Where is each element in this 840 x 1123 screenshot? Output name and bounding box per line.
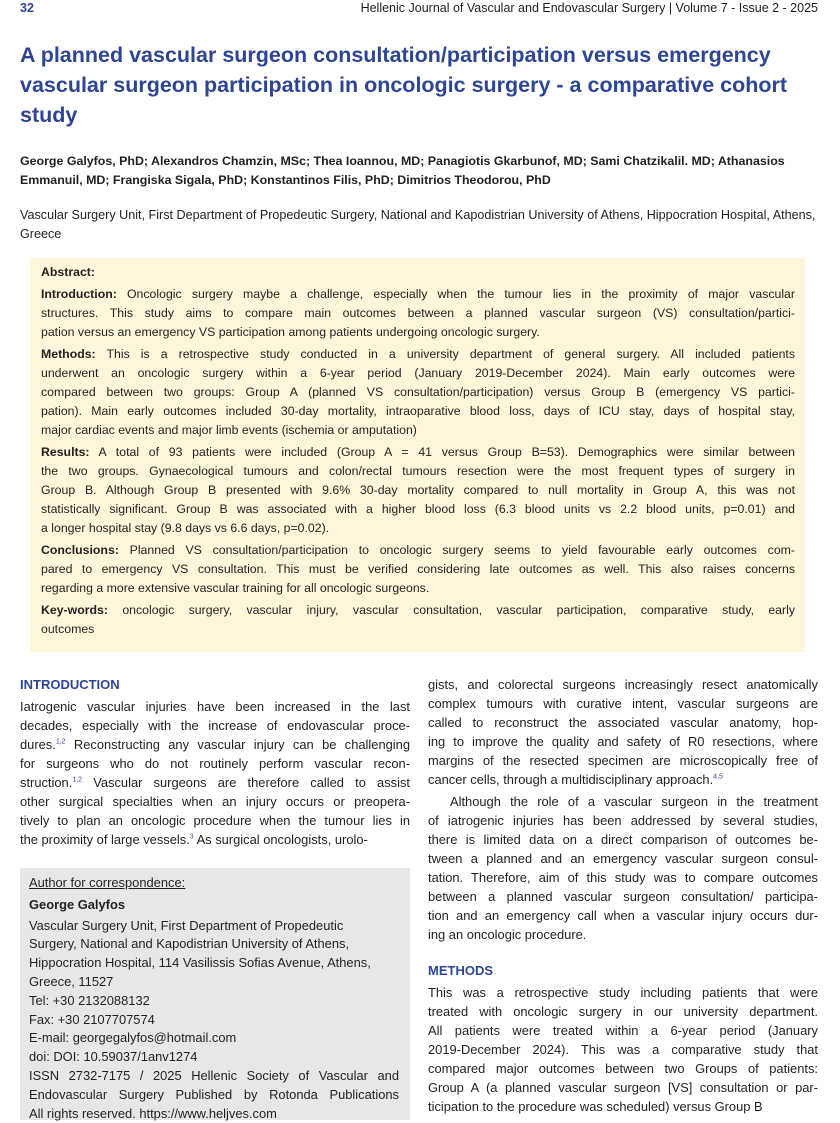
text-line bbox=[428, 830, 818, 849]
line-text: called to reconstruct the associated vascular anatomy, hop- bbox=[428, 715, 818, 730]
correspondence-line: Fax: +30 2107707574 bbox=[29, 1011, 155, 1027]
line-text: tively to plan an oncologic procedure when the tumour lies in bbox=[20, 813, 410, 828]
line-text: margins of the resected specimen are microscopically free of bbox=[428, 753, 818, 768]
text-line bbox=[41, 402, 795, 421]
line-text: Group A (a planned vascular surgeon [VS] consultation or par- bbox=[428, 1080, 818, 1095]
text-line bbox=[428, 1040, 818, 1059]
line-text: pared to emergency VS consultation. This must be verified considering late outcomes as well. This also raises concerns bbox=[41, 562, 795, 576]
text-line bbox=[20, 811, 410, 830]
text-line bbox=[428, 732, 818, 751]
line-text: Although the role of a vascular surgeon in the treatment bbox=[450, 794, 818, 809]
text-line bbox=[41, 462, 795, 481]
line-text: tween a planned and an emergency vascular surgeon consul- bbox=[428, 851, 818, 866]
line-text: other surgical specialties when an injury occurs or preopera- bbox=[20, 794, 410, 809]
correspondence-line: Surgery, National and Kapodistrian University of Athens, bbox=[29, 936, 350, 952]
article-title: A planned vascular surgeon consultation/participation versus emergency vascular surgeon participation in oncologic surgery - a comparative cohort study bbox=[20, 43, 788, 127]
citation-superscript: 4,5 bbox=[713, 773, 723, 781]
line-text: All patients were treated within a 6-year period (January bbox=[428, 1023, 818, 1038]
text-line bbox=[20, 716, 410, 735]
line-text: ticipation to the procedure was scheduled) versus Group B bbox=[428, 1099, 763, 1114]
text-line bbox=[41, 383, 795, 402]
line-text: This is a retrospective study conducted in a university department of general surgery. All included patients bbox=[95, 347, 795, 361]
line-text: there is limited data on a direct comparison of outcomes be- bbox=[428, 832, 818, 847]
line-text: underwent an oncologic surgery within a 6-year period (January 2019-December 2024). Main early outcomes were bbox=[41, 366, 795, 380]
line-text: for surgeons who do not routinely perform vascular recon- bbox=[20, 756, 410, 771]
running-head: Hellenic Journal of Vascular and Endovascular Surgery | Volume 7 - Issue 2 - 2025 bbox=[360, 1, 818, 15]
correspondence-line: E-mail: georgegalyfos@hotmail.com bbox=[29, 1030, 237, 1046]
line-text: Group B. Although Group B presented with 9.6% 30-day mortality compared to null mortality in Group A, this was not bbox=[41, 483, 795, 497]
line-text: Reconstructing any vascular injury can be challenging bbox=[65, 737, 410, 752]
citation-superscript: 3 bbox=[189, 833, 194, 841]
abstract-paragraph bbox=[41, 541, 795, 598]
text-line bbox=[428, 811, 818, 830]
text-line bbox=[428, 675, 818, 694]
text-line bbox=[41, 620, 795, 639]
correspondence-box bbox=[20, 868, 410, 1120]
text-line bbox=[20, 792, 410, 811]
abstract-paragraph bbox=[41, 285, 795, 342]
line-text: the two groups. Gynaecological tumours and colon/rectal tumours resection were the most frequent types of surgery in bbox=[41, 464, 795, 478]
line-text: a longer hospital stay (9.8 days vs 6.6 days, p=0.02). bbox=[41, 521, 330, 535]
affiliation: Vascular Surgery Unit, First Department of Propedeutic Surgery, National and Kapodistrian University of Athens, Hippocration Hospital, Athens, Greece bbox=[20, 208, 816, 241]
correspondence-heading: Author for correspondence: bbox=[29, 875, 186, 890]
text-line bbox=[428, 1059, 818, 1078]
line-text: outcomes bbox=[41, 622, 95, 636]
line-text: pation versus an emergency VS participation among patients undergoing oncologic surgery. bbox=[41, 325, 540, 339]
line-text: compared major outcomes between two Groups of patients: bbox=[428, 1061, 818, 1076]
abstract-paragraph bbox=[41, 443, 795, 538]
line-text: ing an oncologic procedure. bbox=[428, 927, 587, 942]
text-line bbox=[41, 285, 795, 304]
text-line bbox=[41, 519, 795, 538]
line-text: compared between two groups: Group A (planned VS consultation/participation) versus Group B (emergency VS partici- bbox=[41, 385, 795, 399]
text-line bbox=[41, 443, 795, 462]
text-line bbox=[20, 773, 410, 792]
abstract-label: Methods: bbox=[41, 347, 96, 361]
line-text: A total of 93 patients were included (Group A = 41 versus Group B=53). Demographics were similar between bbox=[89, 445, 795, 459]
correspondence-details bbox=[29, 917, 399, 1123]
page-number: 32 bbox=[20, 1, 34, 15]
text-line bbox=[41, 541, 795, 560]
text-line bbox=[41, 364, 795, 383]
line-text: pation). Main early outcomes included 30-day mortality, intraoparative blood loss, days of ICU stay, days of hospital stay, bbox=[41, 404, 795, 418]
text-line bbox=[41, 601, 795, 620]
line-text: oncologic surgery, vascular injury, vascular consultation, vascular participation, comparative study, early bbox=[107, 603, 795, 617]
correspondence-line: Vascular Surgery Unit, First Department of Propedeutic bbox=[29, 917, 344, 933]
line-text: between a planned vascular surgeon consultation/ participa- bbox=[428, 889, 818, 904]
text-line bbox=[41, 579, 795, 598]
line-text: Planned VS consultation/participation to oncologic surgery seems to yield favourable early outcomes com- bbox=[118, 543, 795, 557]
line-text: ing to improve the quality and safety of R0 resections, where bbox=[428, 734, 818, 749]
text-line bbox=[41, 481, 795, 500]
correspondence-line: doi: DOI: 10.59037/1anv1274 bbox=[29, 1049, 198, 1065]
line-text: decades, especially with the increase of endovascular proce- bbox=[20, 718, 410, 733]
text-line bbox=[41, 304, 795, 323]
text-line bbox=[428, 1097, 818, 1116]
line-text: As surgical oncologists, urolo- bbox=[193, 832, 368, 847]
text-line bbox=[428, 887, 818, 906]
line-text: structures. This study aims to compare main outcomes between a planned vascular surgeon (VS) consultation/partici- bbox=[41, 306, 795, 320]
copyright-line: ISSN 2732-7175 / 2025 Hellenic Society of Vascular and bbox=[29, 1067, 399, 1083]
text-line bbox=[428, 694, 818, 713]
citation-superscript: 1,2 bbox=[72, 776, 83, 784]
line-text: of iatrogenic injuries has been addressed by several studies, bbox=[428, 813, 818, 828]
text-line bbox=[428, 1021, 818, 1040]
text-line bbox=[428, 713, 818, 732]
line-text: major cardiac events and major limb events (ischemia or amputation) bbox=[41, 423, 417, 437]
citation-superscript: 1,2 bbox=[55, 738, 66, 746]
line-text: cancer cells, through a multidisciplinary approach. bbox=[428, 772, 714, 787]
methods-heading: METHODS bbox=[428, 963, 493, 978]
abstract-paragraphs bbox=[41, 285, 795, 639]
text-line bbox=[428, 925, 818, 944]
text-line bbox=[20, 735, 410, 754]
correspondence-line: Hippocration Hospital, 114 Vasilissis Sofias Avenue, Athens, bbox=[29, 955, 371, 971]
text-line bbox=[428, 849, 818, 868]
line-text: tation. Therefore, aim of this study was to compare outcomes bbox=[428, 870, 818, 885]
text-line bbox=[428, 770, 818, 789]
line-text: This was a retrospective study including patients that were bbox=[428, 985, 818, 1000]
author-list: George Galyfos, PhD; Alexandros Chamzin, MSc; Thea Ioannou, MD; Panagiotis Gkarbunof, MD; Sami Chatzikalil. MD; Athanasios Emmanuil, MD; Frangiska Sigala, PhD; Konstantinos Filis, PhD; Dimitrios Theodorou, PhD bbox=[20, 154, 785, 187]
introduction-paragraph-continued bbox=[428, 675, 818, 789]
text-line bbox=[41, 345, 795, 364]
introduction-paragraph bbox=[20, 697, 410, 849]
line-text: regarding a more extensive vascular training for all oncologic surgeons. bbox=[41, 581, 430, 595]
text-line bbox=[428, 906, 818, 925]
text-line bbox=[428, 1078, 818, 1097]
line-text: 2019-December 2024). This was a comparative study that bbox=[428, 1042, 818, 1057]
left-column bbox=[20, 675, 410, 849]
introduction-heading: INTRODUCTION bbox=[20, 677, 120, 692]
line-text: Oncologic surgery maybe a challenge, especially when the tumour lies in the proximity of major vascular bbox=[116, 287, 795, 301]
line-text: Iatrogenic vascular injuries have been increased in the last bbox=[20, 699, 410, 714]
line-text: gists, and colorectal surgeons increasingly resect anatomically bbox=[428, 677, 818, 692]
right-column bbox=[428, 675, 818, 1116]
abstract-paragraph bbox=[41, 601, 795, 639]
abstract-label: Key-words: bbox=[41, 603, 108, 617]
text-line bbox=[428, 868, 818, 887]
text-line bbox=[20, 754, 410, 773]
line-text: dures. bbox=[20, 737, 56, 752]
copyright-line: All rights reserved. https://www.heljves.com bbox=[29, 1105, 277, 1121]
text-line bbox=[20, 697, 410, 716]
text-line bbox=[20, 830, 410, 849]
abstract-paragraph bbox=[41, 345, 795, 440]
abstract-label: Introduction: bbox=[41, 287, 117, 301]
abstract-box bbox=[30, 258, 805, 652]
line-text: complex tumours with curative intent, vascular surgeons are bbox=[428, 696, 818, 711]
line-text: Vascular surgeons are therefore called to assist bbox=[82, 775, 410, 790]
correspondence-name: George Galyfos bbox=[29, 896, 125, 912]
correspondence-line: Tel: +30 2132088132 bbox=[29, 992, 150, 1008]
line-text: treated with oncologic surgery in our university department. bbox=[428, 1004, 818, 1019]
line-text: statistically significant. Group B was associated with a higher blood loss (6.3 blood units vs 2.2 blood units, p=0.01) and bbox=[41, 502, 795, 516]
abstract-label: Results: bbox=[41, 445, 90, 459]
text-line bbox=[41, 421, 795, 440]
text-line bbox=[428, 1002, 818, 1021]
text-line bbox=[428, 792, 818, 811]
line-text: struction. bbox=[20, 775, 73, 790]
text-line bbox=[41, 500, 795, 519]
text-line bbox=[428, 751, 818, 770]
introduction-paragraph-2 bbox=[428, 792, 818, 944]
line-text: tion and an emergency call when a vascular injury occurs dur- bbox=[428, 908, 818, 923]
text-line bbox=[41, 323, 795, 342]
methods-paragraph bbox=[428, 983, 818, 1116]
correspondence-line: Greece, 11527 bbox=[29, 973, 114, 989]
text-line bbox=[41, 560, 795, 579]
text-line bbox=[428, 983, 818, 1002]
abstract-label: Conclusions: bbox=[41, 543, 119, 557]
copyright-line: Endovascular Surgery Published by Rotonda Publications bbox=[29, 1086, 399, 1102]
line-text: the proximity of large vessels. bbox=[20, 832, 190, 847]
abstract-heading: Abstract: bbox=[41, 265, 95, 279]
